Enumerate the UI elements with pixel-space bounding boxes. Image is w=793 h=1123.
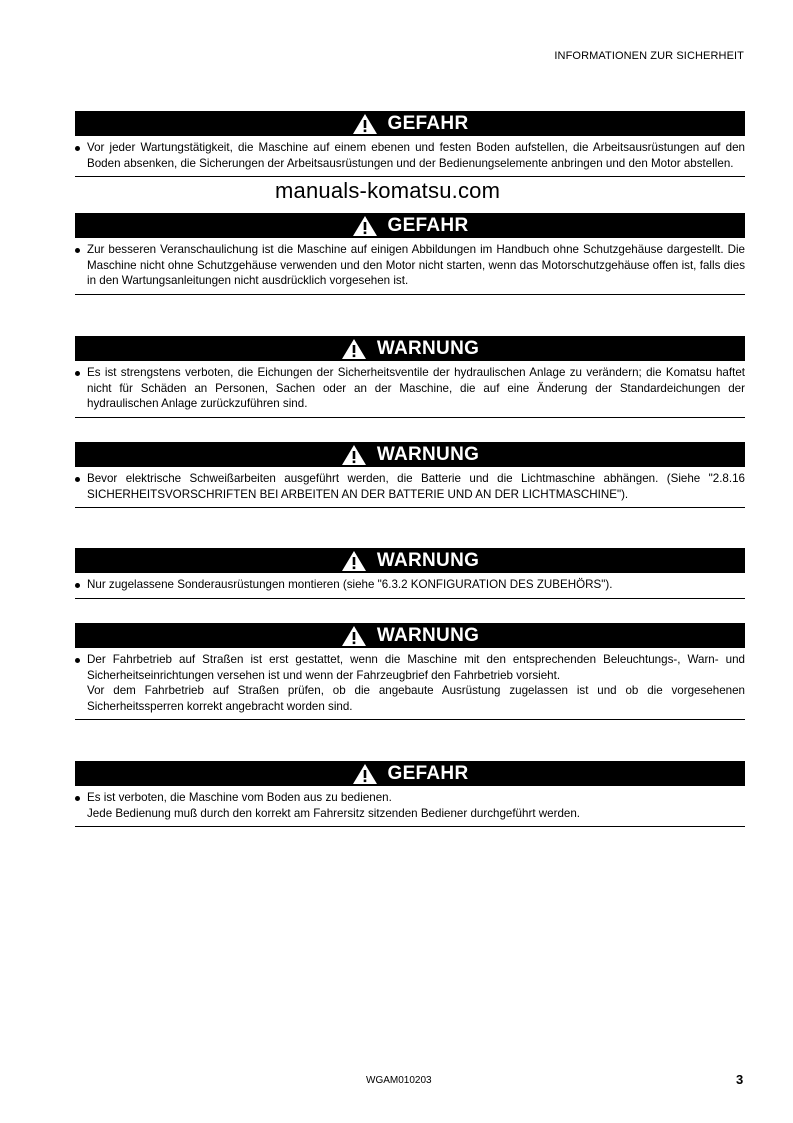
notice-text: Vor jeder Wartungstätigkeit, die Maschine auf einem ebenen und festen Boden aufstellen, die Arbeitsausrüstungen auf den Boden absenken, die Sicherungen der Arbeitsausrüstungen und der Bedienungselemente anbringen und den Motor abstellen. xyxy=(87,141,745,170)
warning-triangle-icon xyxy=(341,444,367,466)
bullet-icon xyxy=(75,371,80,376)
notice-header-bar xyxy=(75,111,745,136)
bullet-item xyxy=(75,790,745,821)
notice-text: Vor dem Fahrbetrieb auf Straßen prüfen, ob die angebaute Ausrüstung zugelassen ist und ob die vorgesehenen Sicherheitssperren korrekt angebracht worden sind. xyxy=(87,684,745,713)
document-code: WGAM010203 xyxy=(366,1075,432,1086)
notice-title: WARNUNG xyxy=(376,549,480,571)
warning-triangle-icon xyxy=(341,625,367,647)
bullet-icon xyxy=(75,248,80,253)
notice-text: Der Fahrbetrieb auf Straßen ist erst gestattet, wenn die Maschine mit den entsprechenden Beleuchtungs-, Warn- und Sicherheitseinrichtungen versehen ist und wenn der Fahrzeugbrief den Fahrbetrieb vorsieht. xyxy=(87,653,745,682)
danger-notice xyxy=(75,213,745,295)
notice-text: Bevor elektrische Schweißarbeiten ausgeführt werden, die Batterie und die Lichtmaschine abhängen. (Siehe "2.8.16 SICHERHEITSVORSCHRIFTEN BEI ARBEITEN AN DER BATTERIE UND AN DER LICHTMASCHINE"). xyxy=(87,472,745,501)
notice-text: Jede Bedienung muß durch den korrekt am Fahrersitz sitzenden Bediener durchgeführt werden. xyxy=(87,806,581,820)
notice-header-bar xyxy=(75,213,745,238)
danger-notice xyxy=(75,761,745,827)
warning-triangle-icon xyxy=(352,215,378,237)
notice-body xyxy=(75,648,745,719)
notice-header-bar xyxy=(75,442,745,467)
warning-notice xyxy=(75,442,745,508)
bullet-item xyxy=(75,365,745,412)
bullet-icon xyxy=(75,477,80,482)
bullet-item xyxy=(75,652,745,714)
watermark-text: manuals-komatsu.com xyxy=(275,178,501,203)
notice-text: Nur zugelassene Sonderausrüstungen montieren (siehe "6.3.2 KONFIGURATION DES ZUBEHÖRS"). xyxy=(87,578,613,591)
bullet-icon xyxy=(75,658,80,663)
warning-triangle-icon xyxy=(341,550,367,572)
warning-notice xyxy=(75,548,745,599)
notice-text: Es ist verboten, die Maschine vom Boden aus zu bedienen. xyxy=(87,791,392,804)
notice-body xyxy=(75,361,745,417)
page-number: 3 xyxy=(736,1072,744,1087)
bullet-icon xyxy=(75,583,80,588)
notice-header-bar xyxy=(75,623,745,648)
notice-body xyxy=(75,467,745,507)
notice-body xyxy=(75,573,745,598)
notice-title: GEFAHR xyxy=(387,112,469,134)
notice-header-bar xyxy=(75,548,745,573)
bullet-item xyxy=(75,471,745,502)
warning-triangle-icon xyxy=(341,338,367,360)
notice-body xyxy=(75,136,745,176)
notice-text: Es ist strengstens verboten, die Eichungen der Sicherheitsventile der hydraulischen Anlage zu verändern; die Komatsu haftet nicht für Schäden an Personen, Sachen oder an der Maschine, die auf eine Änderung der Standardeichungen der hydraulischen Anlage zurückzuführen sind. xyxy=(87,366,745,410)
bullet-icon xyxy=(75,796,80,801)
notice-title: WARNUNG xyxy=(376,337,480,359)
notice-body xyxy=(75,238,745,294)
warning-notice xyxy=(75,623,745,720)
notice-text: Zur besseren Veranschaulichung ist die Maschine auf einigen Abbildungen im Handbuch ohne Schutzgehäuse dargestellt. Die Maschine nicht ohne Schutzgehäuse verwenden und den Motor nicht starten, wenn das Motorschutzgehäuse offen ist, falls dies in den Wartungsanleitungen nicht ausdrücklich vorgesehen ist. xyxy=(87,243,745,287)
warning-notice xyxy=(75,336,745,418)
bullet-item xyxy=(75,242,745,289)
bullet-icon xyxy=(75,146,80,151)
notice-header-bar xyxy=(75,761,745,786)
notice-title: WARNUNG xyxy=(376,443,480,465)
notice-title: GEFAHR xyxy=(387,214,469,236)
warning-triangle-icon xyxy=(352,763,378,785)
notice-header-bar xyxy=(75,336,745,361)
notice-title: WARNUNG xyxy=(376,624,480,646)
notice-title: GEFAHR xyxy=(387,762,469,784)
danger-notice xyxy=(75,111,745,177)
bullet-item xyxy=(75,140,745,171)
notice-body xyxy=(75,786,745,826)
warning-triangle-icon xyxy=(352,113,378,135)
bullet-item xyxy=(75,577,745,593)
page-header-title: INFORMATIONEN ZUR SICHERHEIT xyxy=(554,50,744,62)
